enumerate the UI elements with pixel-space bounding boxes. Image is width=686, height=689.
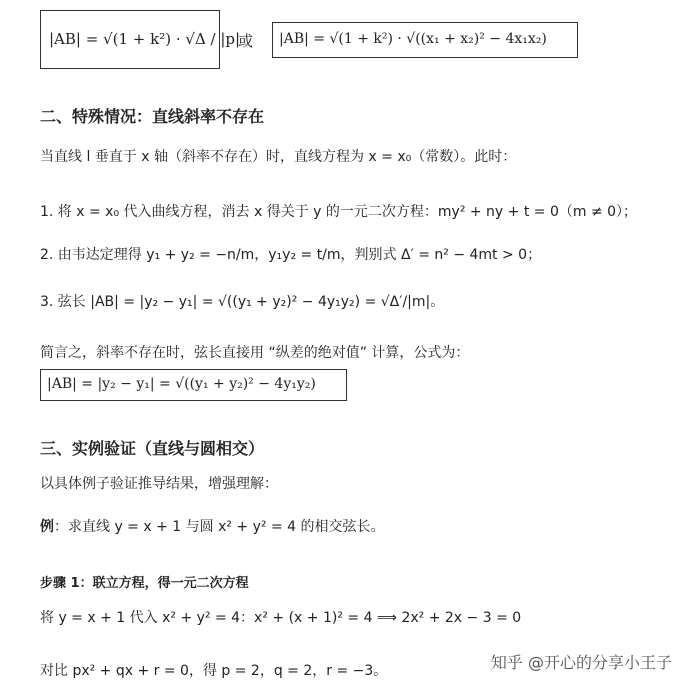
section2-summary: 简言之，斜率不存在时，弦长直接用 “纵差的绝对值” 计算，公式为： (40, 345, 470, 361)
boxed-formula (40, 369, 347, 401)
example-text: ：求直线 y = x + 1 与圆 x² + y² = 4 的相交弦长。 (54, 519, 385, 535)
formula-box-1 (40, 10, 241, 69)
formula-1-text: |AB| = √(1 + k²) · √Δ / |p| (49, 30, 241, 48)
step-2: 2. 由韦达定理得 y₁ + y₂ = −n/m，y₁y₂ = t/m，判别式 Δ′ = n² − 4mt > 0； (40, 247, 542, 263)
step-1: 1. 将 x = x₀ 代入曲线方程，消去 x 得关于 y 的一元二次方程：my² + ny + t = 0（m ≠ 0）； (40, 204, 638, 220)
step1-heading: 步骤 1：联立方程，得一元二次方程 (40, 576, 249, 591)
formula-2-text: |AB| = √(1 + k²) · √((x₁ + x₂)² − 4x₁x₂) (279, 31, 547, 47)
boxed-formula-text: |AB| = |y₂ − y₁| = √((y₁ + y₂)² − 4y₁y₂) (47, 376, 316, 392)
section3-heading: 三、实例验证（直线与圆相交） (40, 439, 265, 458)
step1-line: 将 y = x + 1 代入 x² + y² = 4：x² + (x + 1)² = 4 ⟹ 2x² + 2x − 3 = 0 (40, 610, 522, 626)
section3-intro: 以具体例子验证推导结果，增强理解： (40, 476, 278, 492)
watermark: 知乎 @开心的分享小王子 (490, 653, 672, 672)
compare-line: 对比 px² + qx + r = 0，得 p = 2，q = 2，r = −3。 (40, 663, 388, 679)
section2-heading: 二、特殊情况：直线斜率不存在 (40, 107, 265, 126)
example-line (40, 516, 385, 536)
section2-intro: 当直线 l 垂直于 x 轴（斜率不存在）时，直线方程为 x = x₀（常数）。此时： (40, 149, 517, 165)
formula-box-2 (272, 22, 578, 58)
formula-connector: 或 (238, 32, 254, 50)
step-3: 3. 弦长 |AB| = |y₂ − y₁| = √((y₁ + y₂)² − 4y₁y₂) = √Δ′/|m|。 (40, 294, 445, 310)
example-label: 例 (40, 519, 54, 535)
